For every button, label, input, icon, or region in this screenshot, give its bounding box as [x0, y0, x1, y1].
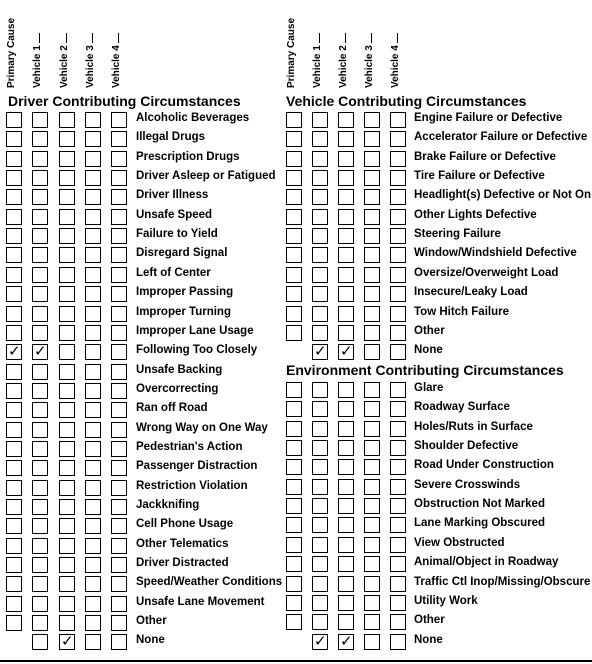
- item-label: Driver Distracted: [136, 557, 229, 570]
- column-header-primary-cause-left: [5, 2, 19, 88]
- driver-section-title: Driver Contributing Circumstances: [8, 93, 241, 109]
- checkbox-vehicle-4[interactable]: [390, 421, 406, 437]
- column-header-label: Vehicle 1: [312, 33, 323, 88]
- item-label: Road Under Construction: [414, 459, 554, 472]
- checkbox-primary-cause[interactable]: [286, 479, 302, 495]
- checkbox-primary-cause[interactable]: [286, 440, 302, 456]
- checkbox-vehicle-4[interactable]: [390, 112, 406, 128]
- checkbox-primary-cause[interactable]: [286, 267, 302, 283]
- checkbox-vehicle-3[interactable]: [364, 286, 380, 302]
- item-label: Obstruction Not Marked: [414, 498, 545, 511]
- environment-row-holes-ruts-in-surface: [0, 420, 592, 439]
- checkbox-vehicle-4[interactable]: [390, 401, 406, 417]
- checkbox-primary-cause[interactable]: [286, 614, 302, 630]
- checkbox-vehicle-3[interactable]: [364, 382, 380, 398]
- item-label: Restriction Violation: [136, 479, 248, 492]
- checkbox-vehicle-2[interactable]: [338, 325, 354, 341]
- checkbox-vehicle-3[interactable]: [364, 344, 380, 360]
- column-header-vehicle-2-left: [58, 2, 72, 88]
- checkbox-primary-cause[interactable]: [286, 189, 302, 205]
- checkbox-vehicle-1[interactable]: [312, 537, 328, 553]
- checkbox-primary-cause[interactable]: [286, 131, 302, 147]
- checkbox-vehicle-2[interactable]: [338, 306, 354, 322]
- column-header-primary-cause-right: [285, 2, 299, 88]
- checkbox-vehicle-1[interactable]: [312, 131, 328, 147]
- item-label: None: [136, 634, 165, 647]
- item-label: Holes/Ruts in Surface: [414, 420, 533, 433]
- checkbox-vehicle-3[interactable]: [364, 576, 380, 592]
- checkbox-vehicle-4[interactable]: [390, 576, 406, 592]
- environment-row-road-under-construction: [0, 458, 592, 477]
- vehicle-row-other: [0, 324, 592, 343]
- column-header-label: Vehicle 3: [364, 33, 375, 88]
- item-label: Unsafe Lane Movement: [136, 595, 265, 608]
- vehicle-row-accelerator-failure-or-defective: [0, 130, 592, 149]
- checkbox-vehicle-3[interactable]: [364, 517, 380, 533]
- checkbox-primary-cause[interactable]: [286, 595, 302, 611]
- checkbox-vehicle-1[interactable]: [312, 576, 328, 592]
- checkbox-vehicle-4[interactable]: [390, 267, 406, 283]
- item-label: Overcorrecting: [136, 382, 219, 395]
- checkbox-vehicle-1[interactable]: [312, 170, 328, 186]
- checkbox-vehicle-2[interactable]: [338, 537, 354, 553]
- checkbox-vehicle-2[interactable]: [338, 459, 354, 475]
- vehicle-row-steering-failure: [0, 227, 592, 246]
- checkbox-primary-cause[interactable]: [286, 306, 302, 322]
- checkbox-vehicle-3[interactable]: [364, 306, 380, 322]
- vehicle-row-none: [0, 343, 592, 362]
- item-label: Tire Failure or Defective: [414, 170, 545, 183]
- checkbox-vehicle-4[interactable]: [390, 247, 406, 263]
- checkbox-vehicle-2[interactable]: [338, 421, 354, 437]
- checkbox-vehicle-1[interactable]: [312, 325, 328, 341]
- item-label: Other Lights Defective: [414, 208, 537, 221]
- item-label: Following Too Closely: [136, 344, 258, 357]
- checkbox-vehicle-1[interactable]: [312, 421, 328, 437]
- checkbox-vehicle-3[interactable]: [364, 267, 380, 283]
- checkbox-primary-cause[interactable]: [286, 421, 302, 437]
- item-label: Traffic Ctl Inop/Missing/Obscure: [414, 575, 591, 588]
- checkbox-vehicle-4[interactable]: [390, 459, 406, 475]
- checkbox-primary-cause[interactable]: [286, 459, 302, 475]
- checkbox-vehicle-2[interactable]: [59, 364, 75, 380]
- item-label: Passenger Distraction: [136, 460, 258, 473]
- checkbox-vehicle-2[interactable]: [338, 112, 354, 128]
- item-label: Other Telematics: [136, 537, 229, 550]
- checkbox-vehicle-4[interactable]: [390, 614, 406, 630]
- item-label: Tow Hitch Failure: [414, 305, 509, 318]
- checkbox-vehicle-2[interactable]: [338, 517, 354, 533]
- checkbox-vehicle-1[interactable]: [312, 614, 328, 630]
- checkbox-primary-cause[interactable]: [286, 170, 302, 186]
- checkbox-vehicle-2[interactable]: [338, 634, 354, 650]
- checkbox-vehicle-3[interactable]: [364, 498, 380, 514]
- checkbox-vehicle-1[interactable]: [312, 498, 328, 514]
- checkbox-vehicle-3[interactable]: [364, 112, 380, 128]
- item-label: Alcoholic Beverages: [136, 112, 250, 124]
- checkbox-vehicle-3[interactable]: [364, 595, 380, 611]
- checkbox-vehicle-1[interactable]: [312, 479, 328, 495]
- column-header-vehicle-4-left: [110, 2, 124, 88]
- vehicle-row-oversize-overweight-load: [0, 266, 592, 285]
- item-label: Other: [136, 615, 167, 628]
- checkbox-vehicle-2[interactable]: [338, 401, 354, 417]
- checkbox-vehicle-2[interactable]: [338, 344, 354, 360]
- column-header-label: Primary Cause: [6, 17, 17, 88]
- item-label: Driver Illness: [136, 189, 209, 202]
- checkbox-vehicle-4[interactable]: [390, 151, 406, 167]
- checkbox-vehicle-2[interactable]: [338, 576, 354, 592]
- checkbox-vehicle-3[interactable]: [364, 247, 380, 263]
- item-label: Severe Crosswinds: [414, 478, 521, 491]
- column-header-vehicle-3-right: [363, 2, 377, 88]
- item-label: Engine Failure or Defective: [414, 112, 563, 124]
- vehicle-row-tire-failure-or-defective: [0, 169, 592, 188]
- item-label: Unsafe Backing: [136, 363, 223, 376]
- checkbox-vehicle-4[interactable]: [390, 325, 406, 341]
- item-label: Other: [414, 324, 445, 337]
- checkbox-vehicle-3[interactable]: [364, 537, 380, 553]
- checkbox-vehicle-4[interactable]: [390, 595, 406, 611]
- environment-row-traffic-ctl-inop-missing-obscure: [0, 575, 592, 594]
- environment-row-animal-object-in-roadway: [0, 555, 592, 574]
- checkbox-vehicle-2[interactable]: [338, 209, 354, 225]
- bottom-rule: [0, 660, 592, 662]
- item-label: View Obstructed: [414, 536, 505, 549]
- checkbox-vehicle-4[interactable]: [390, 382, 406, 398]
- checkbox-vehicle-4[interactable]: [390, 498, 406, 514]
- checkbox-vehicle-3[interactable]: [364, 614, 380, 630]
- checkbox-vehicle-1[interactable]: [312, 228, 328, 244]
- checkbox-vehicle-1[interactable]: [312, 209, 328, 225]
- checkbox-primary-cause[interactable]: [286, 537, 302, 553]
- checkbox-vehicle-3[interactable]: [364, 325, 380, 341]
- checkbox-vehicle-4[interactable]: [390, 170, 406, 186]
- checkbox-vehicle-2[interactable]: [338, 286, 354, 302]
- column-header-label: Vehicle 2: [338, 33, 349, 88]
- item-label: Cell Phone Usage: [136, 518, 234, 531]
- checkbox-vehicle-4[interactable]: [390, 537, 406, 553]
- item-label: Window/Windshield Defective: [414, 247, 577, 260]
- checkbox-vehicle-4[interactable]: [390, 228, 406, 244]
- environment-row-other: [0, 613, 592, 632]
- checkbox-vehicle-4[interactable]: [390, 286, 406, 302]
- item-label: Unsafe Speed: [136, 208, 213, 221]
- checkbox-vehicle-3[interactable]: [364, 556, 380, 572]
- checkbox-primary-cause[interactable]: [286, 151, 302, 167]
- checkbox-vehicle-1[interactable]: [312, 344, 328, 360]
- item-label: Pedestrian's Action: [136, 440, 243, 453]
- checkbox-vehicle-4[interactable]: [390, 189, 406, 205]
- checkbox-vehicle-3[interactable]: [364, 170, 380, 186]
- checkbox-vehicle-4[interactable]: [390, 479, 406, 495]
- item-label: Jackknifing: [136, 499, 200, 511]
- item-label: Driver Asleep or Fatigued: [136, 170, 276, 183]
- checkbox-vehicle-3[interactable]: [364, 151, 380, 167]
- checkbox-primary-cause[interactable]: [286, 517, 302, 533]
- checkbox-primary-cause[interactable]: [286, 576, 302, 592]
- item-label: Improper Passing: [136, 286, 234, 299]
- checkbox-vehicle-1[interactable]: [312, 267, 328, 283]
- item-label: Prescription Drugs: [136, 150, 240, 163]
- item-label: Accelerator Failure or Defective: [414, 131, 588, 144]
- item-label: Other: [414, 614, 445, 627]
- item-label: Lane Marking Obscured: [414, 517, 546, 530]
- checkbox-vehicle-2[interactable]: [338, 382, 354, 398]
- checkbox-vehicle-2[interactable]: [338, 614, 354, 630]
- checkbox-vehicle-4[interactable]: [390, 209, 406, 225]
- checkbox-primary-cause[interactable]: [286, 498, 302, 514]
- item-label: Speed/Weather Conditions: [136, 576, 283, 589]
- environment-row-view-obstructed: [0, 536, 592, 555]
- vehicle-row-tow-hitch-failure: [0, 305, 592, 324]
- item-label: None: [414, 633, 443, 646]
- checkbox-vehicle-1[interactable]: [312, 440, 328, 456]
- checkbox-vehicle-4[interactable]: [390, 131, 406, 147]
- checkbox-primary-cause[interactable]: [286, 209, 302, 225]
- checkbox-primary-cause[interactable]: [286, 228, 302, 244]
- checkbox-vehicle-4[interactable]: [111, 364, 127, 380]
- vehicle-row-headlight-s-defective-or-not-on: [0, 188, 592, 207]
- item-label: Brake Failure or Defective: [414, 150, 556, 163]
- environment-row-utility-work: [0, 594, 592, 613]
- checkbox-vehicle-2[interactable]: [338, 131, 354, 147]
- checkbox-vehicle-2[interactable]: [338, 170, 354, 186]
- checkbox-vehicle-1[interactable]: [312, 112, 328, 128]
- item-label: Wrong Way on One Way: [136, 421, 268, 434]
- checkbox-vehicle-2[interactable]: [338, 228, 354, 244]
- checkbox-primary-cause[interactable]: [286, 247, 302, 263]
- checkbox-vehicle-3[interactable]: [364, 440, 380, 456]
- item-label: Animal/Object in Roadway: [414, 556, 559, 569]
- checkbox-vehicle-1[interactable]: [32, 364, 48, 380]
- environment-section-title: Environment Contributing Circumstances: [286, 362, 564, 378]
- checkbox-vehicle-2[interactable]: [338, 440, 354, 456]
- item-label: Glare: [414, 382, 444, 394]
- checkbox-primary-cause[interactable]: [286, 382, 302, 398]
- checkbox-vehicle-1[interactable]: [312, 595, 328, 611]
- checkbox-vehicle-4[interactable]: [390, 440, 406, 456]
- checkbox-vehicle-2[interactable]: [338, 479, 354, 495]
- column-header-label: Vehicle 3: [85, 33, 96, 88]
- checkbox-vehicle-3[interactable]: [364, 228, 380, 244]
- environment-row-none: [0, 633, 592, 652]
- item-label: Improper Lane Usage: [136, 324, 254, 337]
- checkbox-vehicle-2[interactable]: [338, 247, 354, 263]
- environment-row-obstruction-not-marked: [0, 497, 592, 516]
- checkbox-vehicle-1[interactable]: [312, 382, 328, 398]
- checkbox-vehicle-2[interactable]: [338, 151, 354, 167]
- column-header-vehicle-2-right: [337, 2, 351, 88]
- checkbox-vehicle-1[interactable]: [312, 247, 328, 263]
- item-label: Shoulder Defective: [414, 440, 519, 453]
- checkbox-vehicle-1[interactable]: [312, 556, 328, 572]
- vehicle-row-other-lights-defective: [0, 208, 592, 227]
- item-label: Insecure/Leaky Load: [414, 286, 528, 299]
- checkbox-vehicle-3[interactable]: [364, 189, 380, 205]
- checkbox-vehicle-2[interactable]: [338, 189, 354, 205]
- vehicle-row-brake-failure-or-defective: [0, 150, 592, 169]
- checkbox-vehicle-1[interactable]: [312, 517, 328, 533]
- checkbox-vehicle-3[interactable]: [364, 459, 380, 475]
- checkbox-vehicle-4[interactable]: [390, 634, 406, 650]
- checkbox-vehicle-2[interactable]: [338, 556, 354, 572]
- column-header-label: Vehicle 2: [59, 33, 70, 88]
- checkbox-vehicle-4[interactable]: [390, 344, 406, 360]
- checkbox-vehicle-3[interactable]: [85, 364, 101, 380]
- checkbox-vehicle-3[interactable]: [364, 634, 380, 650]
- checkbox-vehicle-3[interactable]: [364, 421, 380, 437]
- environment-row-shoulder-defective: [0, 439, 592, 458]
- vehicle-section-title: Vehicle Contributing Circumstances: [286, 93, 527, 109]
- vehicle-row-insecure-leaky-load: [0, 285, 592, 304]
- checkbox-vehicle-1[interactable]: [312, 151, 328, 167]
- column-header-label: Primary Cause: [286, 17, 297, 88]
- checkbox-vehicle-3[interactable]: [364, 131, 380, 147]
- column-header-label: Vehicle 4: [390, 33, 401, 88]
- checkbox-primary-cause[interactable]: [286, 286, 302, 302]
- column-header-vehicle-1-left: [31, 2, 45, 88]
- item-label: Steering Failure: [414, 228, 501, 241]
- item-label: Improper Turning: [136, 305, 231, 318]
- column-header-label: Vehicle 1: [32, 33, 43, 88]
- checkbox-primary-cause[interactable]: [286, 556, 302, 572]
- column-header-label: Vehicle 4: [111, 33, 122, 88]
- checkbox-vehicle-2[interactable]: [338, 498, 354, 514]
- item-label: Left of Center: [136, 266, 211, 279]
- item-label: Roadway Surface: [414, 401, 510, 414]
- checkbox-vehicle-4[interactable]: [390, 517, 406, 533]
- checkbox-vehicle-1[interactable]: [312, 634, 328, 650]
- column-header-vehicle-4-right: [389, 2, 403, 88]
- checkbox-vehicle-2[interactable]: [338, 595, 354, 611]
- checkbox-primary-cause[interactable]: [6, 364, 22, 380]
- checkbox-primary-cause[interactable]: [286, 325, 302, 341]
- checkbox-primary-cause[interactable]: [286, 401, 302, 417]
- environment-row-roadway-surface: [0, 400, 592, 419]
- checkbox-vehicle-3[interactable]: [364, 209, 380, 225]
- checkbox-vehicle-4[interactable]: [390, 306, 406, 322]
- item-label: Illegal Drugs: [136, 131, 206, 144]
- environment-row-severe-crosswinds: [0, 478, 592, 497]
- checkbox-vehicle-1[interactable]: [312, 286, 328, 302]
- item-label: Utility Work: [414, 594, 478, 607]
- checkbox-vehicle-1[interactable]: [312, 189, 328, 205]
- item-label: None: [414, 344, 443, 357]
- environment-row-glare: [0, 381, 592, 400]
- checkbox-vehicle-3[interactable]: [364, 401, 380, 417]
- column-header-vehicle-3-left: [84, 2, 98, 88]
- item-label: Headlight(s) Defective or Not On: [414, 189, 591, 202]
- checkbox-vehicle-1[interactable]: [312, 401, 328, 417]
- vehicle-row-engine-failure-or-defective: [0, 111, 592, 130]
- checkbox-vehicle-4[interactable]: [390, 556, 406, 572]
- checkbox-vehicle-1[interactable]: [312, 459, 328, 475]
- item-label: Ran off Road: [136, 402, 208, 415]
- item-label: Failure to Yield: [136, 228, 218, 241]
- item-label: Oversize/Overweight Load: [414, 266, 559, 279]
- checkbox-vehicle-2[interactable]: [338, 267, 354, 283]
- checkbox-vehicle-3[interactable]: [364, 479, 380, 495]
- checkbox-vehicle-1[interactable]: [312, 306, 328, 322]
- vehicle-row-window-windshield-defective: [0, 246, 592, 265]
- checkbox-primary-cause[interactable]: [286, 112, 302, 128]
- item-label: Disregard Signal: [136, 247, 228, 260]
- environment-row-lane-marking-obscured: [0, 516, 592, 535]
- column-header-vehicle-1-right: [311, 2, 325, 88]
